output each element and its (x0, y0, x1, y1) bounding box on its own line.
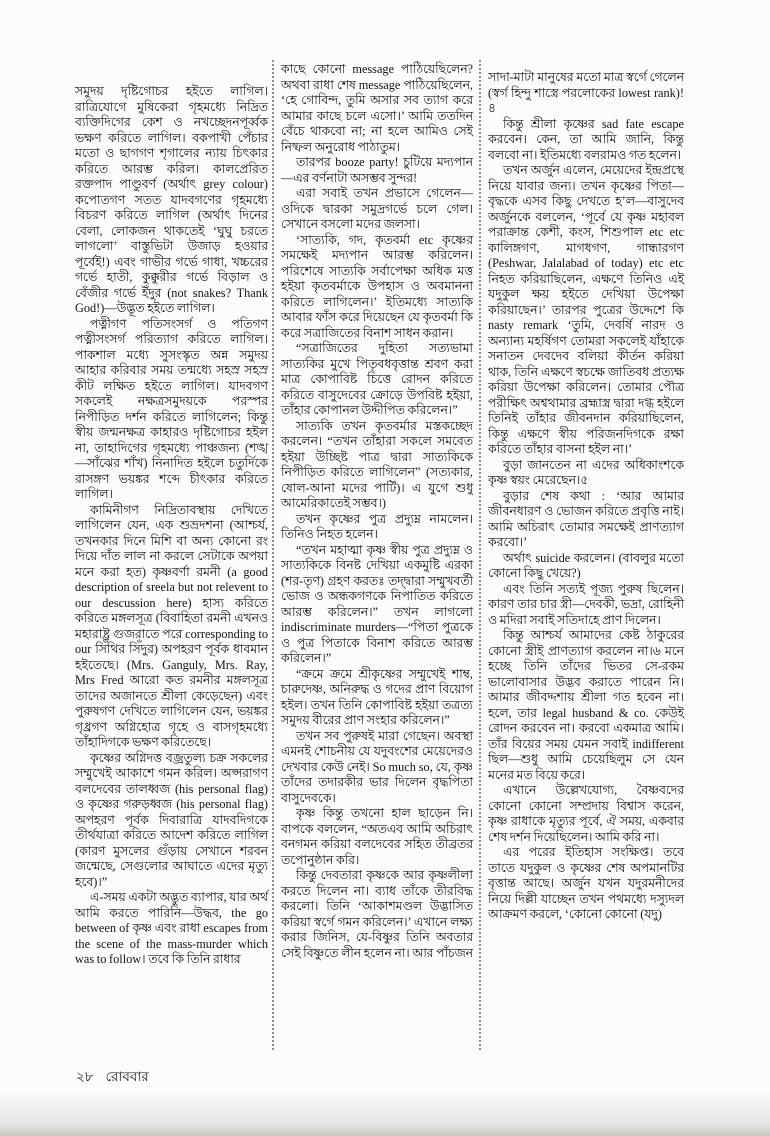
paragraph: “তখন মহাত্মা কৃষ্ণ স্বীয় পুত্র প্রদ্যুম্ন ও সাত্যকিকে বিনষ্ট দেখিয়া একমুষ্টি এরকা (শর-তৃণ) গ্রহণ করতঃ তদ্দ্বারা সম্মুখবর্তী ভোজ ও অন্ধকগণকে নিপাতিত করিতে আরম্ভ করিলেন।” তখন লাগলো indiscriminate murders—“পিতা পুত্রকে ও পুত্র পিতাকে বিনাশ করিতে আরম্ভ করিলেন।” (281, 542, 473, 665)
magazine-name: রোববার (105, 1069, 149, 1084)
paragraph: এ-সময় একটা অদ্ভুত ব্যাপার, যার অর্থ আমি করতে পারিনি—উদ্ধব, the go between of কৃষ্ণ এবং রাধা escapes from the scene of the mass-murder which was to follow। তবে কি তিনি রাধার (75, 890, 268, 966)
paragraph: “সত্রাজিতের দুহিতা সত্যভামা সাত্যকির মুখে পিতৃবধবৃত্তান্ত শ্রবণ করা মাত্র কোপাবিষ্ট চিত্তে রোদন করিতে করিতে বাসুদেবের ক্রোড়ে উপবিষ্ট হইয়া, তাঁহার কোপানল উদ্দীপিত করিলেন।” (281, 341, 473, 417)
paragraph: কৃষ্ণ কিন্তু তখনো হাল ছাড়েন নি। বাপকে বললেন, “অতএব আমি অচিরাৎ বনগমন করিয়া বলদেবের সহিত তীব্রতর তপোনুষ্ঠান করি। (281, 806, 473, 867)
column-divider-2 (479, 60, 481, 1050)
paragraph: তখন কৃষ্ণের পুত্র প্রদ্যুম্ন নামলেন। তিনিও নিহত হলেন। (281, 511, 473, 541)
paragraph: কৃষ্ণের অগ্নিদত্ত বজ্রতুল্য চক্র সকলের সম্মুখেই আকাশে গমন করিল। অপ্সরাগণ বলদেবের তালধ্বজ (his personal flag) ও কৃষ্ণের গরুড়ধ্বজ (his personal flag) অপহরণ পূর্বক দিবারাত্রি যাদবদিগকে তীর্থযাত্রা করিতে আদেশ করিতে লাগিল (কারণ মুসলের গুঁড়ায় সেখানে শরবন জন্মেছে, সেগুলোর আঘাতে এদের মৃত্যু হবে)।” (75, 750, 268, 889)
paragraph: কিন্তু আশ্চর্য আমাদের কেষ্ট ঠাকুরের কোনো স্ত্রীই প্রাণত্যাগ করলেন না।৬ মনে হচ্ছে তিনি তাঁদের ভিতর সে-রকম ভালোবাসার উদ্ভব করাতে পারেন নি। আমার জীবদ্দশায় শ্রীলা গত হবেন না। হলে, তার legal husband & co. কেউই রোদন করবেন না। করবো একমাত্র আমি। তাঁর বিয়ের সময় যেমন সবাই indifferent ছিল—শুধু আমি চেয়েছিলুম সে যেন মনের মত বিয়ে করে। (488, 628, 684, 782)
paragraph: এবং তিনি সত্যই পূজ্য পুরুষ ছিলেন। কারণ তার চার স্ত্রী—দেবকী, ভদ্রা, রোহিনী ও মদিরা সবাই সতিদাহে প্রাণ দিলেন। (488, 581, 684, 627)
paragraph: এখানে উল্লেখযোগ্য, বৈষ্ণবদের কোনো কোনো সম্প্রদায় বিশ্বাস করেন, কৃষ্ণ রাধাকে মৃত্যুর পূর্বে, ঐ সময়, একবার শেষ দর্শন দিয়েছিলেন। আমি করি না। (488, 783, 684, 844)
paragraph: বুড়া জানতেন না এদের অধিকাংশকে কৃষ্ণ স্বয়ং মেরেছেন।৫ (488, 457, 684, 487)
text-column-3 (488, 70, 684, 923)
paragraph: তারপর booze party! চুটিয়ে মদ্যপান—এর বর্ণনাটা অসম্ভব সুন্দর! (281, 155, 473, 185)
text-column-2 (281, 62, 473, 961)
column-divider-1 (272, 60, 274, 1050)
paragraph: তখন সব পুরুষই মারা গেছেন। অবস্থা এমনই শোচনীয় যে যদুবংশের মেয়েদেরও দেখবার কেউ নেই। So much so, যে, কৃষ্ণ তাঁদের তদারকীর ভার দিলেন বৃদ্ধপিতা বাসুদেবকে। (281, 728, 473, 805)
page-number: ২৮ (76, 1069, 94, 1084)
paragraph: সাদা-মাটা মানুষের মতো মাত্র স্বর্গে গেলেন (স্বর্গ হিন্দু শাস্ত্রে পরলোকের lowest rank)!৪ (488, 70, 684, 115)
paragraph: কিন্তু দেবতারা কৃষ্ণকে আর কৃষ্ণলীলা করতে দিলেন না। ব্যাধ তাঁকে তীরবিদ্ধ করলো। তিনি ‘আকাশমণ্ডল উদ্ভাসিত করিয়া স্বর্গে গমন করিলেন।’ এখানে লক্ষ্য করার জিনিস, যে-বিষ্ণুর তিনি অবতার সেই বিষ্ণুতে লীন হলেন না। আর পাঁচজন (281, 868, 473, 960)
paragraph: বুড়ার শেষ কথা : ‘আর আমার জীবনধারণ ও ভোজন করিতে প্রবৃত্তি নাই। আমি অচিরাৎ তোমার সমক্ষেই প্রাণত্যাগ করবো।’ (488, 488, 684, 549)
paragraph: কাছে কোনো message পাঠিয়েছিলেন? অথবা রাধা শেষ message পাঠিয়েছিলেন, ‘হে গোবিন্দ, তুমি অসার সব ত্যাগ করে আমার কাছে চলে এসো।’ আমি ততদিন বেঁচে থাকবো না; না হলে আমিও সেই নিষ্ফল অনুরোধ পাঠাতুম। (281, 62, 473, 154)
paragraph: কামিনীগণ নিদ্রিতাবস্থায় দেখিতে লাগিলেন যেন, এক শুভ্রদশনা (আশ্চর্য, তখনকার দিনে মিশি বা অন্য কোনো রং দিয়ে দাঁত লাল না করলে সেটাকে অপয়া মনে করা হত) কৃষ্ণবর্ণা রমনী (a good description of sreela but not relevent to our descussion here) হাস্য করিতে করিতে মঙ্গলসূত্র (বিবাহিতা রমনী এখনও মহারাষ্ট্র গুজরাতে পরে corresponding to our সিঁথির সিঁদুর) অপহরণ পূর্বক ধাবমান হইতেছে। (Mrs. Ganguly, Mrs. Ray, Mrs Fred আরো কত রমনীর মঙ্গলসূত্র তাদের অজানতে শ্রীলা কেড়েছেন) এবং পুরুষগণ দেখিতে লাগিলেন যেন, ভয়ঙ্কর গৃধ্রগণ অগ্নিহোত্র গৃহে ও বাসগৃহমধ্যে তাঁহাদিগকে ভক্ষণ করিতেছে। (75, 502, 268, 749)
paragraph: সাত্যকি তখন কৃতবর্মার মস্তকচ্ছেদ করলেন। “তখন তাঁহারা সকলে সমবেত হইয়া উচ্ছিষ্ট পাত্র দ্বারা সাত্যকিকে নিপীড়িত করিতে লাগিলেন” (সত্যকার, ষোল-আনা মদের পার্টি)। এ যুগে শুধু আমেরিকাতেই সম্ভব।) (281, 418, 473, 510)
page-footer (76, 1066, 149, 1089)
paragraph: ‘সাত্যকি, গদ, কৃতবর্মা etc কৃষ্ণের সমক্ষেই মদ্যপান আরম্ভ করিলেন। পরিশেষে সাত্যকি সর্বাপেক্ষা অধিক মত্ত হইয়া কৃতবর্মাকে উপহাস ও অবমাননা করিতে লাগিলেন।’ ইতিমধ্যে সাত্যকি আবার ফাঁস করে দিয়েছেন যে কৃতবর্মা কি করে সত্রাজিতের বিনাশ সাধন করান। (281, 232, 473, 340)
paragraph: কিন্তু শ্রীলা কৃষ্ণের sad fate escape করবেন। কেন, তা আমি জানি, কিন্তু বলবো না। ইতিমধ্যে বলরামও গত হলেন। (488, 116, 684, 162)
paragraph: এর পরের ইতিহাস সংক্ষিপ্ত। তবে তাতে যদুকুল ও কৃষ্ণের শেষ অপমানটির বৃত্তান্ত আছে। অর্জুন যখন যদুরমনীদের নিয়ে দিল্লী যাচ্ছেন তখন পথমধ্যে দস্যুদল আক্রমণ করলে, ‘কোনো কোনো (যদু) (488, 845, 684, 921)
paragraph: তখন অর্জুন এলেন, মেয়েদের ইন্দ্রপ্রস্থে নিয়ে যাবার জন্য। তখন কৃষ্ণের পিতা—বৃদ্ধকে এসব কিছু দেখতে হ’ল—বাসুদেব অর্জুনকে বললেন, ‘পূর্বে যে কৃষ্ণ মহাবল পরাক্রান্ত কেশী, কংস, শিশুপাল etc etc কালিঙ্গগণ, মাগধগণ, গান্ধারগণ (Peshwar, Jalalabad of today) etc etc নিহত করিয়াছিলেন, এক্ষণে তিনিও এই যদুকুল ক্ষয় হইতে দেখিয়া উপেক্ষা করিয়াছেন।’ তারপর পুত্রের উদ্দেশে কি nasty remark ‘তুমি, দেবর্ষি নারদ ও অন্যান্য মহর্ষিগণ তোমরা সকলেই যাঁহাকে সনাতন দেবদেব বলিয়া কীর্তন করিয়া থাক, তিনি এক্ষণে স্বচক্ষে জাতিবধ প্রত্যক্ষ করিয়া উপেক্ষা করিলেন। তোমার পৌত্র পরীক্ষিৎ অশ্বথামার ব্রহ্মাস্ত্র দ্বারা দগ্ধ হইলে তিনিই তাঁহার জীবনদান করিয়াছিলেন, কিন্তু এক্ষণে স্বীয় পরিজনদিগকে রক্ষা করিতে তাঁহার বাসনা হইল না।’ (488, 163, 684, 456)
paragraph: সমুদয় দৃষ্টিগোচর হইতে লাগিল। রাত্রিযোগে মুষিকেরা গৃহমধ্যে নিদ্রিত ব্যক্তিদিগের কেশ ও নখচ্ছেদনপূর্ব্বক ভক্ষণ করিতে লাগিল। বকপাখী পেঁচার মতো ও ছাগগণ শৃগালের ন্যায় চিৎকার করিতে আরম্ভ করিল। কালপ্রেরিত রক্তপাদ পাণ্ডুবর্ণ (অর্থাৎ grey colour) কপোতগণ সতত যাদবগণের গৃহমধ্যে বিচরণ করিতে লাগিল (অর্থাৎ দিনের বেলা, লোকজন থাকতেই ‘ঘুঘু চরতে লাগলো’ বাস্তুভিটা উজাড় হওয়ার পূর্বেই!) এবং গাভীর গর্ভে গাধা, খচ্চরের গর্ভে হাতী, কুক্কুরীর গর্ভে বিড়াল ও বেঁজীর গর্ভে ইঁদুর (not snakes? Thank God!)—উদ্ভূত হইতে লাগিল। (75, 84, 268, 315)
paragraph: পত্নীগণ পতিসংসর্গ ও পতিগণ পত্নীসংসর্গ পরিত্যাগ করিতে লাগিল। পাকশাল মধ্যে সুসংস্কৃত অন্ন সমুদয় আহার করিবার সময় তন্মধ্যে সহস্র সহস্র কীট লক্ষিত হইতে লাগিল। যাদবগণ সকলেই নক্ষত্রসমুদয়কে পরস্পর নিপীড়িত দর্শন করিতে লাগিলেন; কিন্তু স্বীয় জন্মনক্ষত্র কাহারও দৃষ্টিগোচর হইল না, তাহাদিগের গৃহমধ্যে পাঞ্চজন্য (শঙ্খ—সাঁঝের শাঁখ) নিনাদিত হইলে চতুর্দিকে রাসঙ্গণ ভয়ঙ্কর শব্দে চীৎকার করিতে লাগিল। (75, 316, 268, 501)
text-column-1 (75, 84, 268, 968)
paragraph: অর্থাৎ suicide করলেন। (বাবলুর মতো কোনো কিছু খেয়ে?) (488, 550, 684, 580)
paragraph: এরা সবাই তখন প্রভাসে গেলেন—ওদিকে দ্বারকা সমুদ্রগর্ভে চলে গেল। সেখানে বসলো মদের জলসা। (281, 186, 473, 231)
paragraph: “ক্রমে ক্রমে শ্রীকৃষ্ণের সম্মুখেই শাম্ব, চারুদেষ্ণ, অনিরুদ্ধ ও গদের প্রাণ বিয়োগ হইল। তখন তিনি কোপাবিষ্ট হইয়া তত্রত্য সমুদয় বীরের প্রাণ সংহার করিলেন।” (281, 666, 473, 727)
